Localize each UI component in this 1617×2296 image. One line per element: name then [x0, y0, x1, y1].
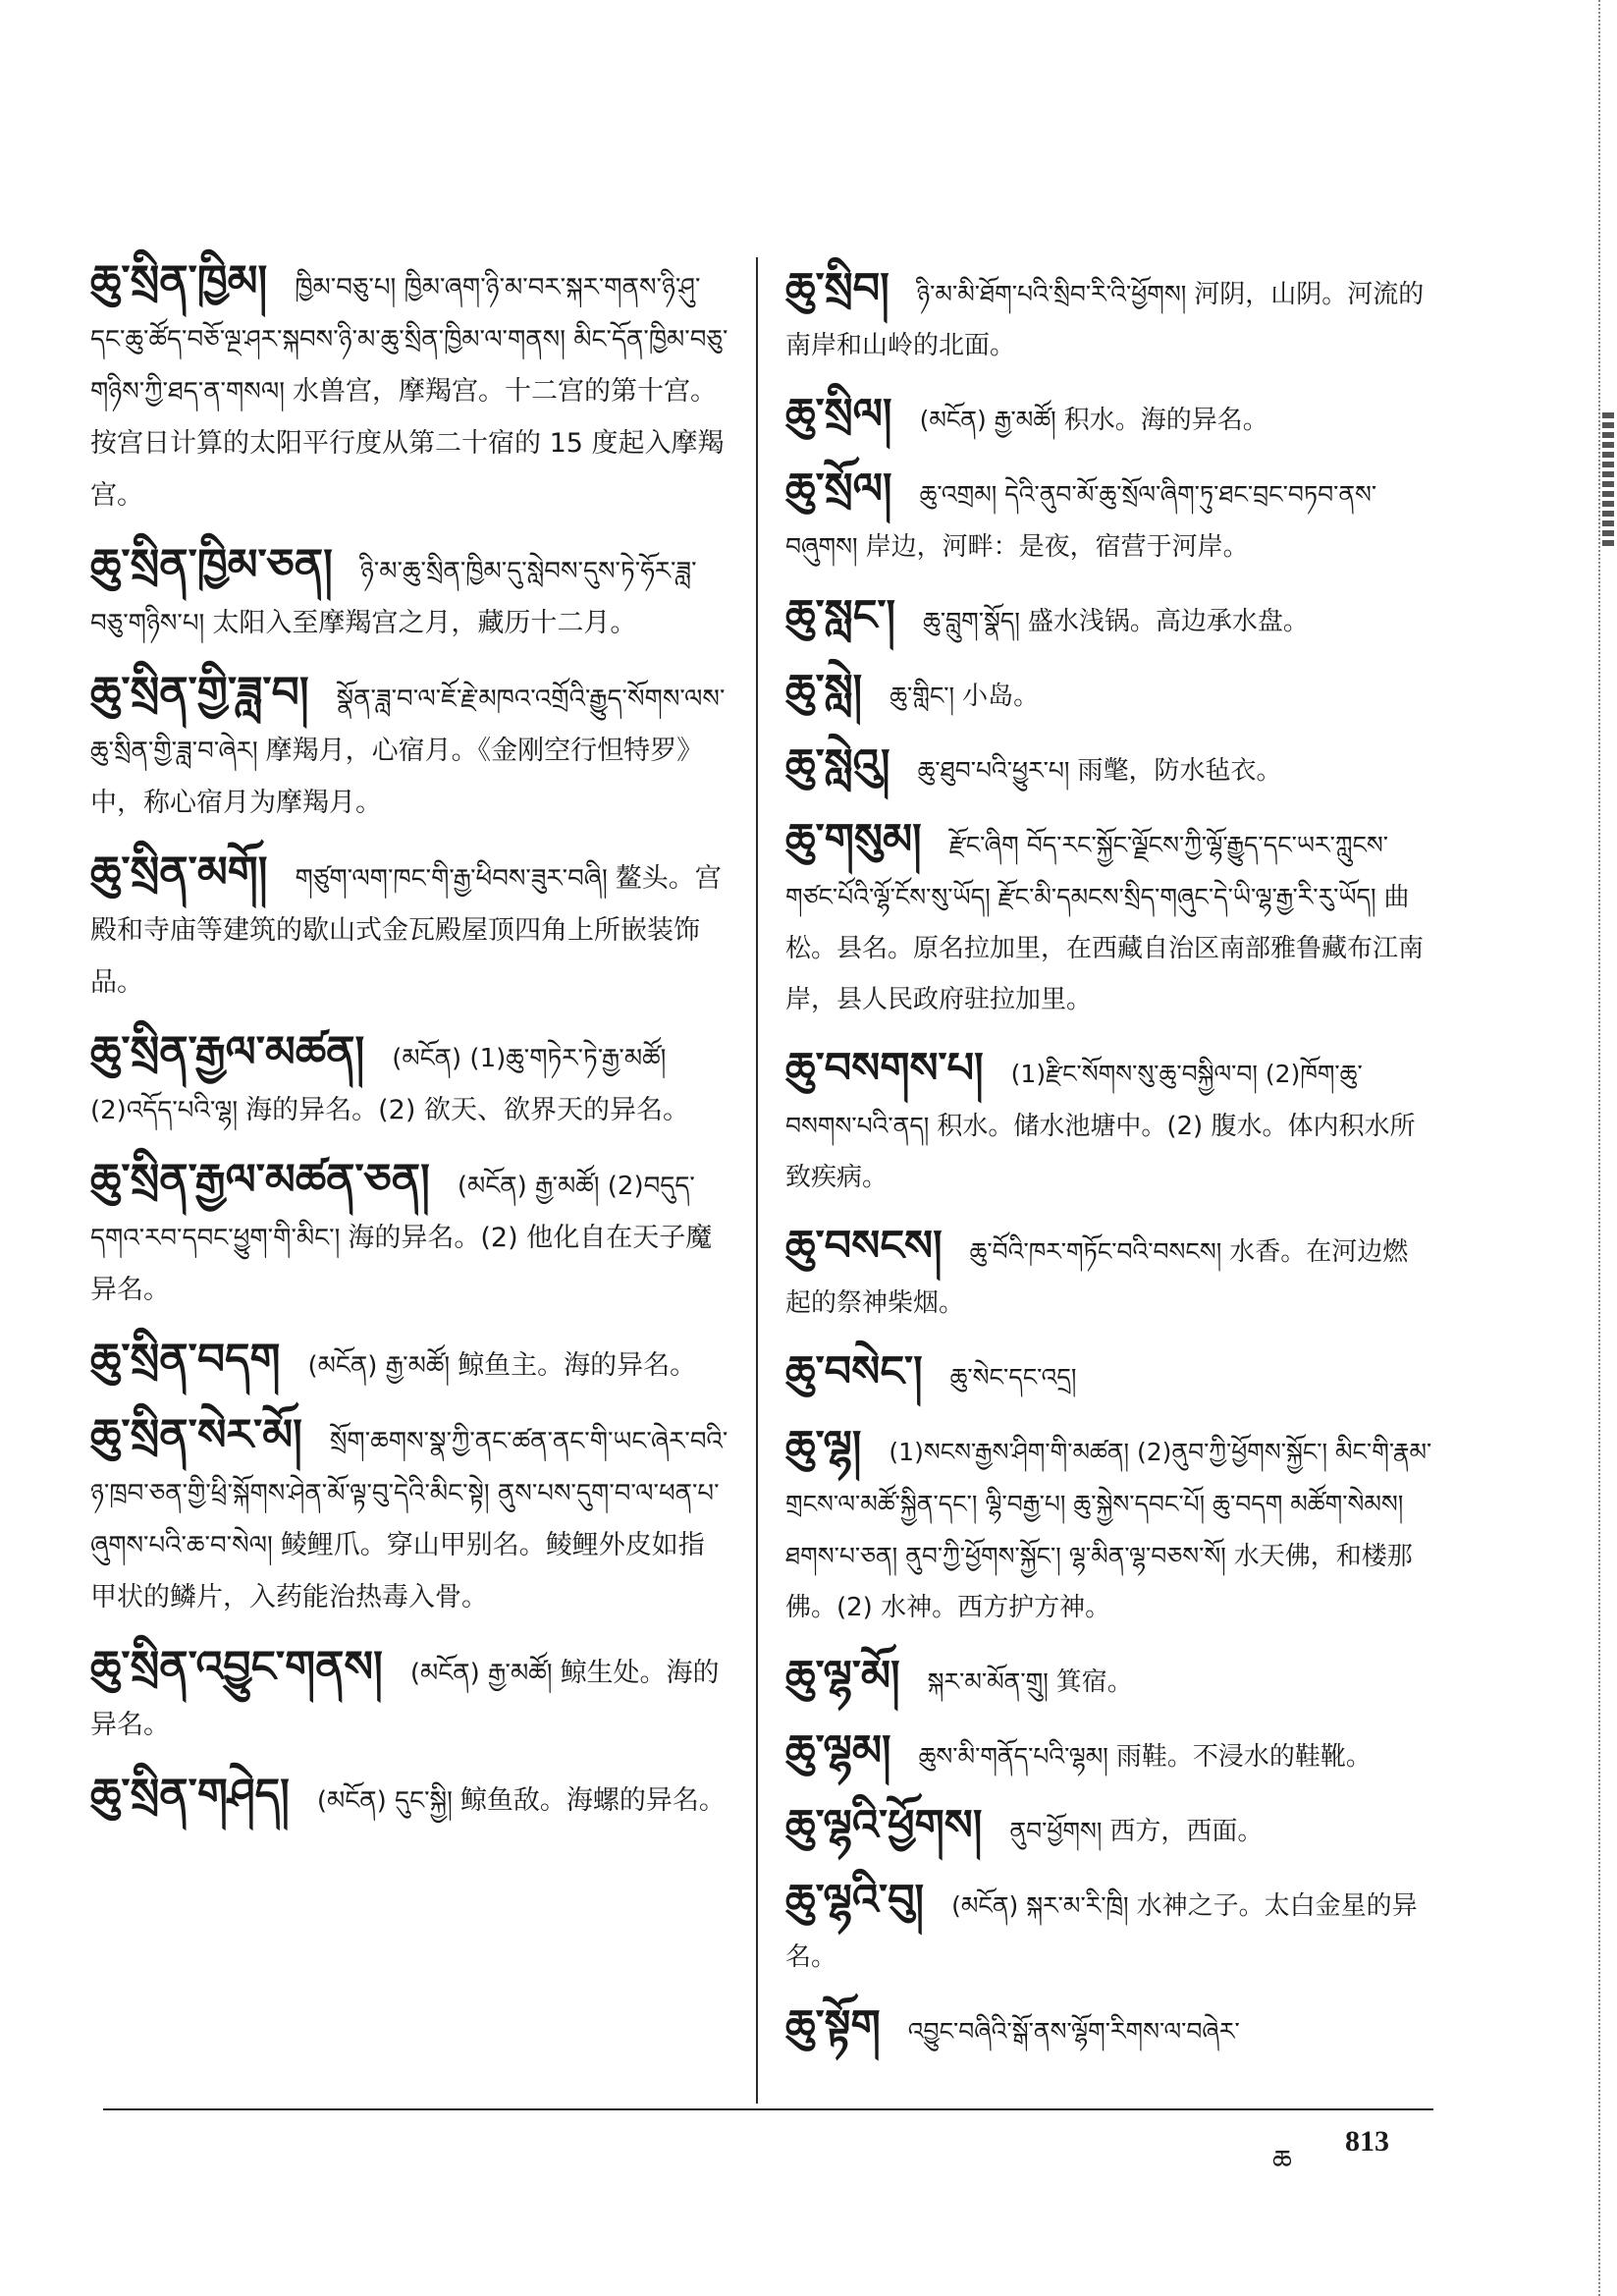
entry-headword: ཆུ་གསུམ།: [785, 815, 922, 864]
entry-chinese-definition: 盛水浅锅。高边承水盘。: [1027, 607, 1309, 636]
entry-chinese-definition: 积水。储水池塘中。(2) 腹水。体内积水所致疾病。: [785, 1112, 1416, 1192]
entry-headword: ཆུ་ལྷའི་བུ།: [785, 1876, 925, 1925]
dictionary-entry: [90, 1156, 728, 1318]
dictionary-entry: [785, 1653, 1433, 1710]
entry-headword: ཆུ་སླང་།: [785, 591, 896, 640]
entry-headword: ཆུ་བསེང་།: [785, 1347, 923, 1396]
dictionary-entry: [785, 1727, 1433, 1784]
dictionary-entry: [785, 265, 1433, 373]
entry-chinese-definition: 小岛。: [962, 682, 1040, 711]
dictionary-entry: [785, 391, 1433, 448]
dictionary-entry: [785, 1877, 1433, 1985]
entry-chinese-definition: 鲸鱼主。海的异名。: [458, 1350, 697, 1381]
entry-tibetan-definition: ཆུ་བླུག་སྣོད།: [923, 607, 1020, 635]
dictionary-entry: [785, 741, 1433, 798]
entry-headword: ཆུ་བསགས་པ།: [785, 1044, 984, 1093]
entry-headword: ཆུ་སླེའུ།: [785, 740, 890, 790]
dictionary-entry: [785, 816, 1433, 1027]
dictionary-entry: [785, 667, 1433, 724]
footer-rule: [103, 2108, 1433, 2110]
entry-tibetan-definition: ཆུ་སེང་དང་འདྲ།: [949, 1363, 1077, 1392]
entry-chinese-definition: 鲸鱼敌。海螺的异名。: [459, 1785, 726, 1816]
dictionary-entry: [785, 1802, 1433, 1859]
entry-tibetan-definition: (མངོན) (1)ཆུ་གཏེར་ཏེ་རྒྱ་མཚོ། (2)འདོད་པའི་ལྷ།: [90, 1044, 667, 1125]
entry-tibetan-definition: ཉི་མ་མི་ཐོག་པའི་སྲིབ་རི་འི་ཕྱོགས།: [916, 280, 1187, 308]
entry-tibetan-definition: (མངོན) རྒྱ་མཚོ། (2)བདུད་དགའ་རབ་དབང་ཕྱུག་གི་མིང་།: [90, 1172, 695, 1253]
entry-headword: ཆུ་བསངས།: [785, 1222, 943, 1271]
dictionary-entry: [90, 669, 728, 831]
entry-headword: ཆུ་སྲིན་གཤེད།: [90, 1770, 290, 1820]
entry-chinese-definition: 雨氅，防水毡衣。: [1077, 756, 1282, 786]
dictionary-entry: [90, 1336, 728, 1394]
entry-headword: ཆུ་ལྷའི་ཕྱོགས།: [785, 1801, 983, 1850]
entry-headword: ཆུ་ལྷམ།: [785, 1726, 891, 1776]
entry-tibetan-definition: ཆུ་འགྲམ། དེའི་ནུབ་མོ་ཆུ་སྲོལ་ཞིག་ཏུ་ཐང་བྲང་བཏབ་ནས་བཞུགས།: [785, 480, 1377, 561]
entry-headword: ཆུ་སྲིན་བདག: [90, 1335, 281, 1385]
entry-tibetan-definition: འབྱུང་བཞིའི་སྒོ་ནས་ལྷོག་རིགས་ལ་བཞེར་: [907, 2017, 1240, 2046]
entry-tibetan-definition: (1)རྫིང་སོགས་སུ་ཆུ་བསྐྱིལ་བ། (2)ཁོག་ཆུ་བསགས་པའི་ནད།: [785, 1060, 1363, 1140]
entry-chinese-definition: 海的异名。(2) 他化自在天子魔异名。: [90, 1223, 713, 1305]
dictionary-entry: [90, 1771, 728, 1829]
entry-headword: ཆུ་སྲིབ།: [785, 264, 889, 313]
entry-tibetan-definition: ཆུས་མི་གནོད་པའི་ལྷམ།: [918, 1742, 1108, 1771]
dictionary-entry: [90, 1411, 728, 1625]
dictionary-entry: [785, 1223, 1433, 1331]
right-column: [785, 265, 1433, 2077]
dictionary-entry: [785, 1423, 1433, 1635]
dictionary-entry: [785, 1348, 1433, 1405]
footer-section-letter: ཆ: [1272, 2144, 1292, 2176]
entry-headword: ཆུ་སྲིན་ཁྱིམ།: [90, 256, 268, 306]
entry-chinese-definition: 水神之子。太白金星的异名。: [785, 1891, 1418, 1972]
entry-chinese-definition: 箕宿。: [1055, 1667, 1133, 1697]
dictionary-entry: [90, 1028, 728, 1138]
column-divider: [756, 257, 758, 2104]
entry-tibetan-definition: སྐར་མ་མོན་གྲུ།: [927, 1667, 1049, 1696]
entry-tibetan-definition: (མངོན) སྐར་མ་རི་ཁྲི།: [951, 1891, 1129, 1920]
entry-headword: ཆུ་ལྷ།: [785, 1422, 862, 1471]
entry-tibetan-definition: (མངོན) རྒྱ་མཚོ།: [307, 1351, 451, 1381]
entry-chinese-definition: 水天佛，和楼那佛。(2) 水神。西方护方神。: [785, 1542, 1413, 1622]
entry-tibetan-definition: ཁྱིམ་བཅུ་པ། ཁྱིམ་ཞག་ཉི་མ་བར་སྐར་གནས་ཉི་ཤུ་དང་ཆུ་ཚོད་བཅོ་ལྔ་ཤར་སྐབས་ཉི་མ་ཆུ་སྲིན་ཁྱིམ་ལ་གནས། མིང་དོན་ཁྱིམ་བཅུ་གཉིས་ཀྱི་ཐད་ན་གསལ།: [90, 273, 728, 407]
entry-chinese-definition: 鳌头。宫殿和寺庙等建筑的歇山式金瓦殿屋顶四角上所嵌装饰品。: [90, 863, 722, 998]
dictionary-entry: [90, 1643, 728, 1753]
entry-tibetan-definition: (1)སངས་རྒྱས་ཤིག་གི་མཚན། (2)ནུབ་ཀྱི་ཕྱོགས་སྐྱོང་། མིང་གི་རྣམ་གྲངས་ལ་མཚོ་སྐྱིན་དང་། ལྷི་བརྒྱ་པ། ཆུ་སྐྱེས་དབང་པོ། ཆུ་བདག མཚོག་སེམས། ཐགས་པ་ཅན། ནུབ་ཀྱི་ཕྱོགས་སྐྱོང་། ལྷ་མིན་ལྷ་བཅས་སོ།: [785, 1438, 1432, 1570]
entry-headword: ཆུ་སྲིན་ཁྱིམ་ཅན།: [90, 540, 333, 590]
entry-headword: ཆུ་སྲིན་གྱི་ཟླ་བ།: [90, 668, 309, 718]
entry-chinese-definition: 水兽宫，摩羯宫。十二宫的第十宫。按宫日计算的太阳平行度从第二十宿的 15 度起入摩羯宫。: [90, 376, 725, 511]
entry-tibetan-definition: ཆུ་བོའི་ཁར་གཏོང་བའི་བསངས།: [969, 1237, 1222, 1266]
entry-tibetan-definition: ཆུ་གླིང་།: [889, 682, 955, 710]
entry-tibetan-definition: ཆུ་ཐུབ་པའི་ཕྱུར་པ།: [917, 756, 1070, 785]
entry-tibetan-definition: (མངོན) རྒྱ་མཚོ།: [409, 1659, 553, 1688]
left-column: [90, 257, 728, 1846]
entry-headword: ཆུ་སྲིན་རྒྱལ་མཚན།: [90, 1027, 365, 1077]
entry-chinese-definition: 水香。在河边燃起的祭神柴烟。: [785, 1237, 1409, 1318]
entry-tibetan-definition: སྲོག་ཆགས་སྣ་ཀྱི་ནང་ཚན་ནང་གི་ཡང་ཞེར་བའི་ཉ་ཁྲབ་ཅན་གྱི་ཕྲི་སྐོགས་ཤེན་མོ་ལྟ་བུ་དེའི་མིང་སྟེ། ནུས་པས་དུག་བ་ལ་ཕན་པ་ཞུགས་པའི་ཆ་བ་སེལ།: [90, 1427, 728, 1560]
entry-tibetan-definition: སྣོན་ཟླ་བ་ལ་ཇོ་རྗེ་མཁའ་འགྲོའི་རྒྱུད་སོགས་ལས་ཆུ་སྲིན་གྱི་ཟླ་བ་ཞེར།: [90, 684, 726, 766]
entry-headword: ཆུ་སྲིན་རྒྱལ་མཚན་ཅན།: [90, 1155, 430, 1205]
entry-headword: ཆུ་སྲིལ།: [785, 390, 892, 439]
page-edge-dots: [1598, 0, 1606, 2296]
dictionary-entry: [90, 257, 728, 523]
entry-headword: ཆུ་སྲིན་མགོ།: [90, 847, 268, 898]
dictionary-entry: [785, 1045, 1433, 1205]
entry-headword: ཆུ་སླེ།: [785, 666, 863, 715]
dictionary-entry: [785, 465, 1433, 574]
entry-tibetan-definition: (མངོན) དུང་སྐྱི།: [316, 1786, 453, 1816]
dictionary-entry: [90, 541, 728, 651]
entry-tibetan-definition: ཉི་མ་ཆུ་སྲིན་ཁྱིམ་དུ་སླེབས་དུས་ཏེ་ཧོར་ཟླ་བཅུ་གཉིས་པ།: [90, 557, 697, 638]
entry-chinese-definition: 积水。海的异名。: [1063, 406, 1268, 435]
entry-chinese-definition: 曲松。县名。原名拉加里，在西藏自治区南部雅鲁藏布江南岸，县人民政府驻拉加里。: [785, 883, 1425, 1014]
entry-headword: ཆུ་སྲོལ།: [785, 465, 892, 514]
entry-tibetan-definition: རྫོང་ཞིག བོད་རང་སྐྱོང་ལྗོངས་ཀྱི་ལྷོ་རྒྱུད་དང་ཡར་ཀླུངས་གཙང་པོའི་ལྷོ་ངོས་སུ་ཡོད། རྫོང་མི་དམངས་སྲིད་གཞུང་དེ་ཡི་ལྷ་རྒྱ་རི་རུ་ཡོད།: [785, 831, 1389, 911]
page-number: 813: [1345, 2125, 1389, 2158]
entry-chinese-definition: 摩羯月，心宿月。《金刚空行怛特罗》中，称心宿月为摩羯月。: [90, 736, 704, 818]
entry-chinese-definition: 鲸生处。海的异名。: [90, 1658, 720, 1740]
entry-chinese-definition: 太阳入至摩羯宫之月，藏历十二月。: [212, 608, 637, 638]
entry-chinese-definition: 岸边，河畔：是夜，宿营于河岸。: [865, 532, 1249, 562]
entry-headword: ཆུ་སྟོག: [785, 2001, 881, 2050]
entry-tibetan-definition: གཙུག་ལག་ཁང་གི་རྒྱ་ཕིབས་ཟུར་བཞི།: [295, 864, 608, 894]
entry-chinese-definition: 河阴，山阴。河流的南岸和山岭的北面。: [785, 280, 1425, 360]
entry-chinese-definition: 海的异名。(2) 欲天、欲界天的异名。: [245, 1095, 689, 1125]
entry-chinese-definition: 鲮鲤爪。穿山甲别名。鲮鲤外皮如指甲状的鳞片，入药能治热毒入骨。: [90, 1530, 705, 1613]
entry-headword: ཆུ་སྲིན་འབྱུང་གནས།: [90, 1642, 383, 1692]
dictionary-entry: [785, 592, 1433, 649]
dictionary-entry: [90, 848, 728, 1011]
entry-chinese-definition: 雨鞋。不浸水的鞋靴。: [1115, 1742, 1372, 1772]
dictionary-entry: [785, 2002, 1433, 2059]
entry-tibetan-definition: ནུབ་ཕྱོགས།: [1009, 1817, 1103, 1845]
page-edge-scan-mark: [1602, 412, 1614, 550]
entry-chinese-definition: 西方，西面。: [1109, 1817, 1264, 1846]
entry-headword: ཆུ་ལྷ་མོ།: [785, 1652, 900, 1701]
entry-tibetan-definition: (མངོན) རྒྱ་མཚོ།: [919, 406, 1056, 434]
entry-headword: ཆུ་སྲིན་སེར་མོ།: [90, 1410, 302, 1460]
